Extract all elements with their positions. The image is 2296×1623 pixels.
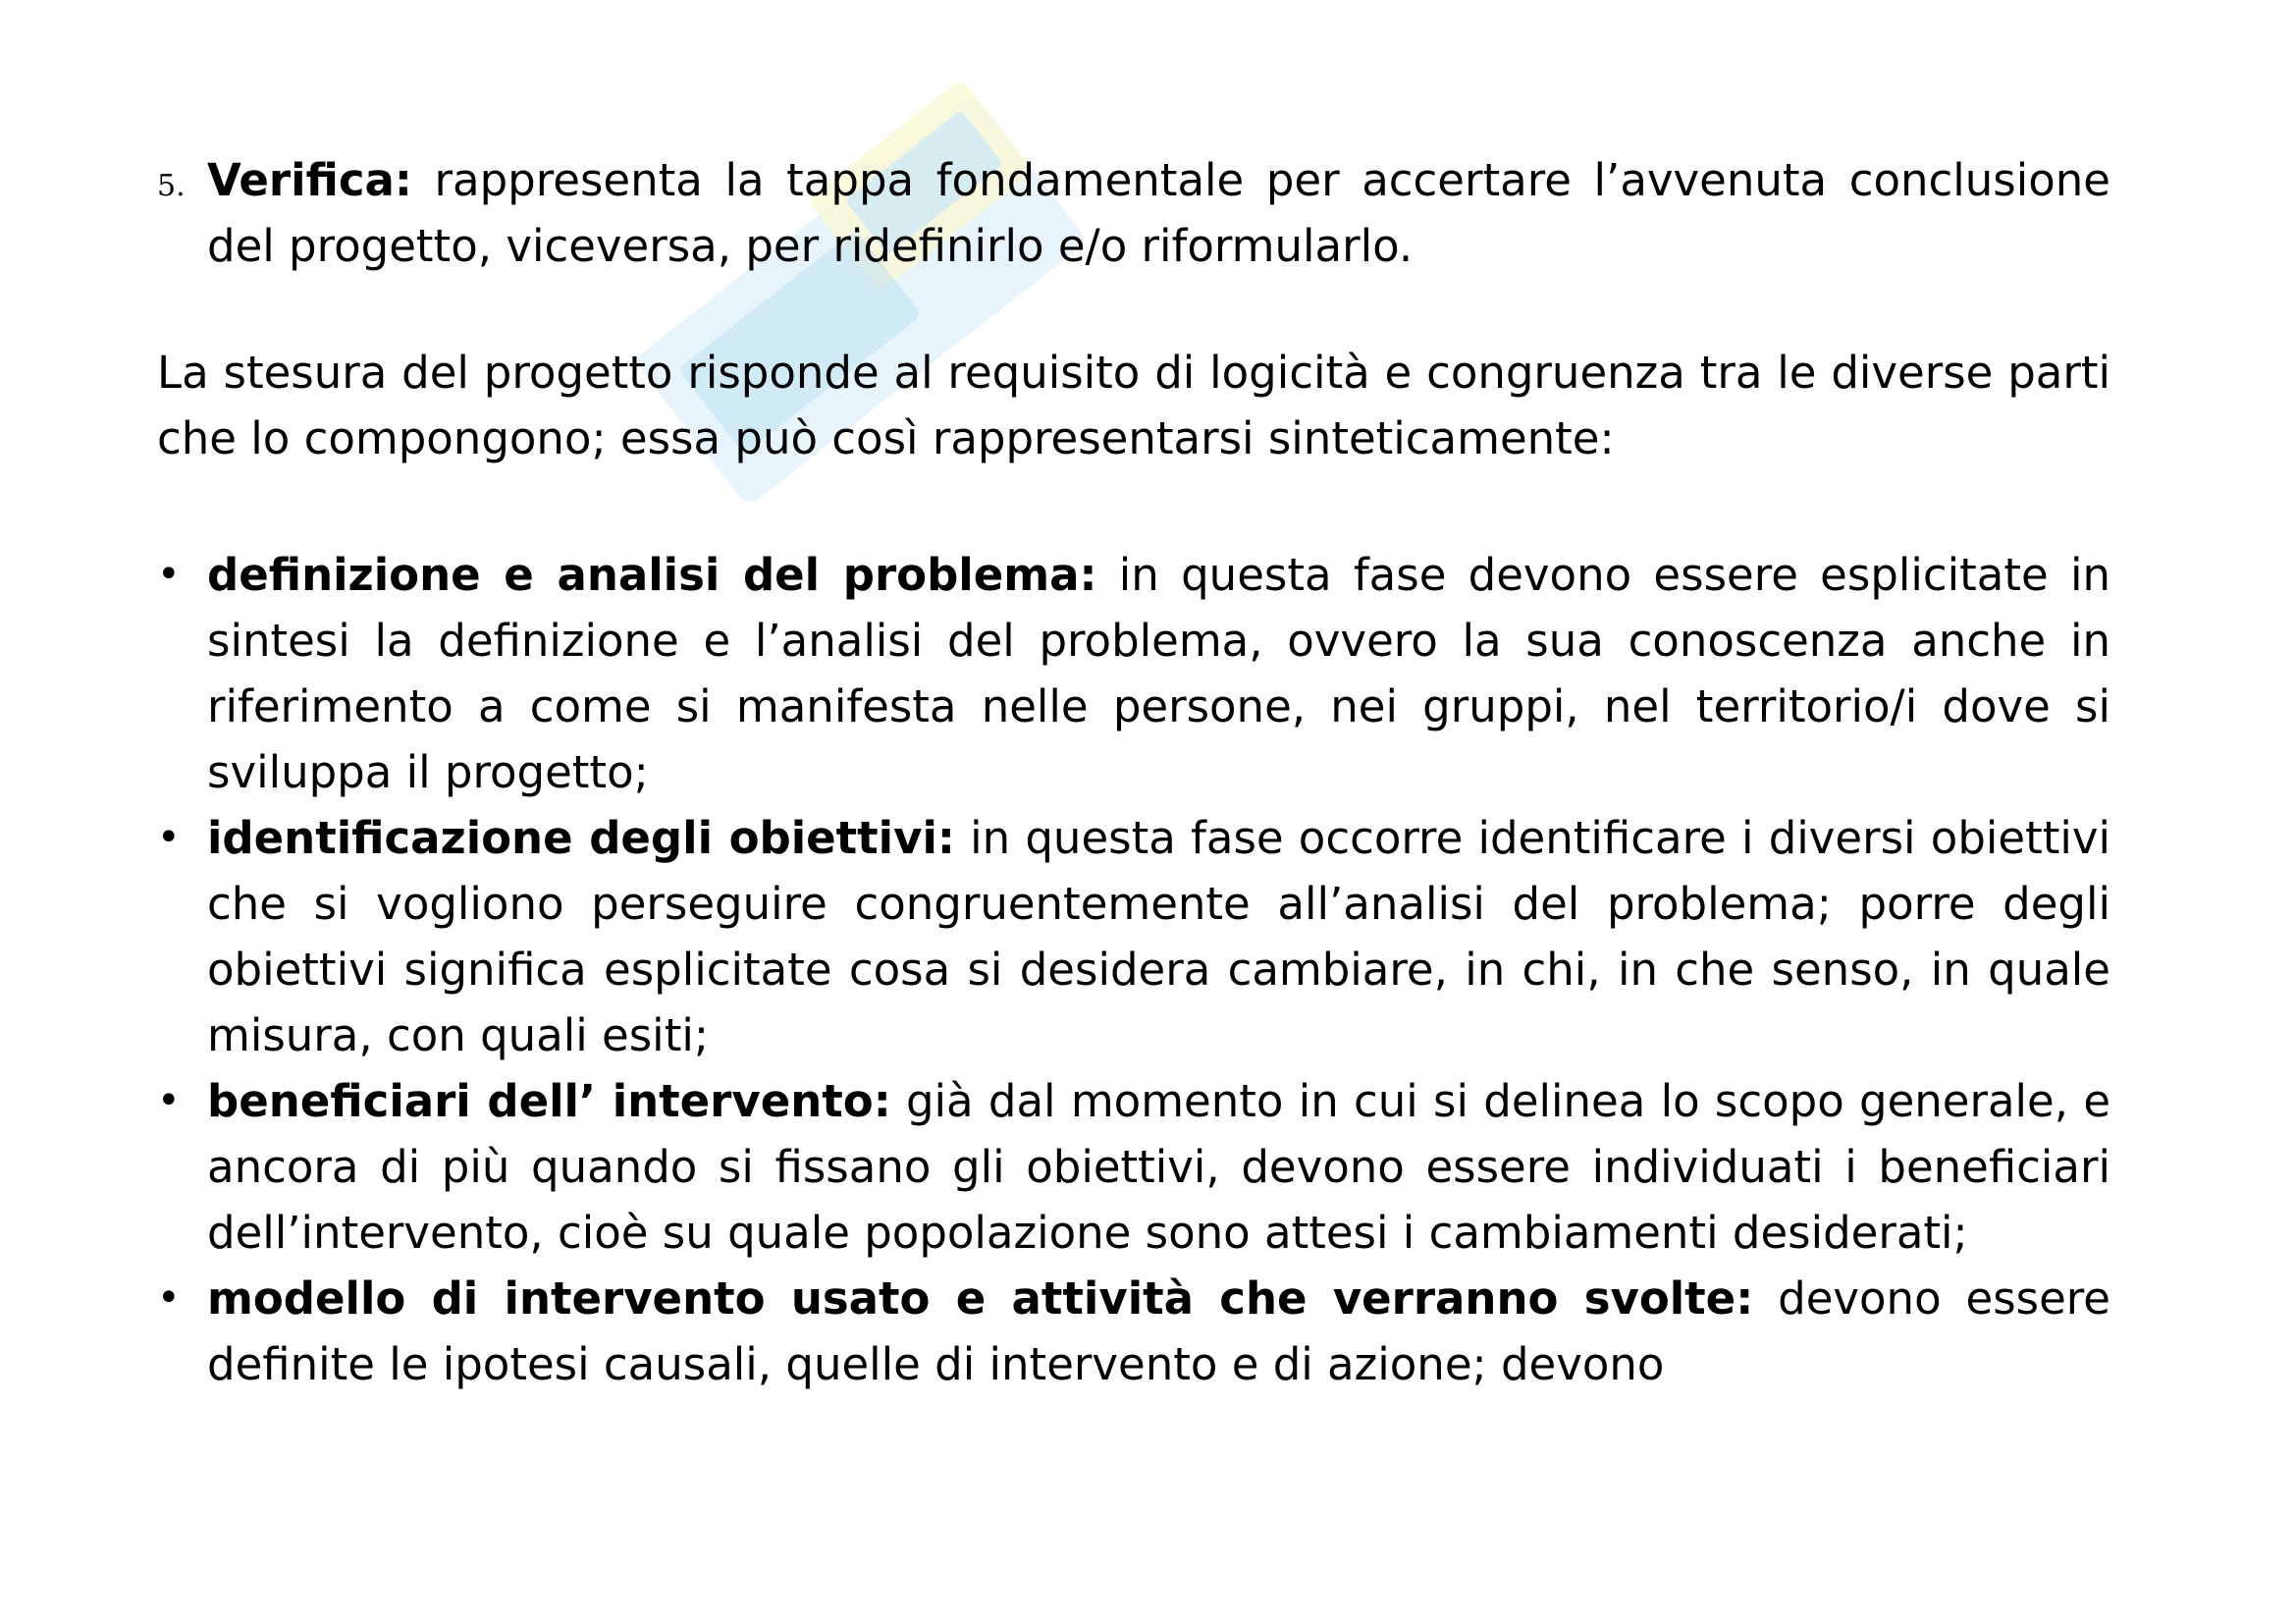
bullet-icon: •: [157, 815, 181, 860]
item-text: in questa fase occorre identificare i diversi obiettivi che si vogliono perseguire congruentemente all’analisi del problema; porre degli obiettivi significa esplicitate cosa si desidera cambiare, in chi, in che senso, in quale misura, con quali esiti;: [207, 812, 2111, 1061]
body-paragraph: La stesura del progetto risponde al requisito di logicità e congruenza tra le diverse parti che lo compongono; essa può così rappresentarsi sinteticamente:: [157, 347, 2110, 464]
item-text: in questa fase devono essere esplicitate in sintesi la definizione e l’analisi del problema, ovvero la sua conoscenza anche in riferimento a come si manifesta nelle persone, nei gruppi, nel territorio/i dove si sviluppa il progetto;: [207, 549, 2110, 798]
bullet-list: [157, 542, 2110, 1397]
list-item: [157, 805, 2110, 1068]
item-text: rappresenta la tappa fondamentale per accertare l’avvenuta conclusione del progetto, viceversa, per ridefinirlo e/o riformularlo.: [207, 154, 2110, 272]
bullet-icon: •: [157, 1078, 181, 1123]
item-term: Verifica:: [207, 154, 412, 206]
item-text: devono essere definite le ipotesi causali, quelle di intervento e di azione; devono: [207, 1272, 2110, 1390]
list-number: 5.: [157, 169, 186, 203]
item-term: definizione e analisi del problema:: [207, 549, 1097, 601]
item-text: già dal momento in cui si delinea lo scopo generale, e ancora di più quando si fissano gli obiettivi, devono essere individuati i beneficiari dell’intervento, cioè su quale popolazione sono attesi i cambiamenti desiderati;: [207, 1075, 2111, 1259]
list-item: [157, 1068, 2110, 1266]
item-term: modello di intervento usato e attività che verranno svolte:: [207, 1272, 1754, 1325]
item-term: beneficiari dell’ intervento:: [207, 1075, 891, 1127]
bullet-icon: •: [157, 1275, 181, 1321]
list-item: [157, 542, 2110, 805]
numbered-item-verifica: [157, 147, 2110, 279]
list-item: [157, 1266, 2110, 1397]
item-term: identificazione degli obiettivi:: [207, 812, 955, 864]
document-body: [157, 147, 2110, 1397]
bullet-icon: •: [157, 552, 181, 597]
